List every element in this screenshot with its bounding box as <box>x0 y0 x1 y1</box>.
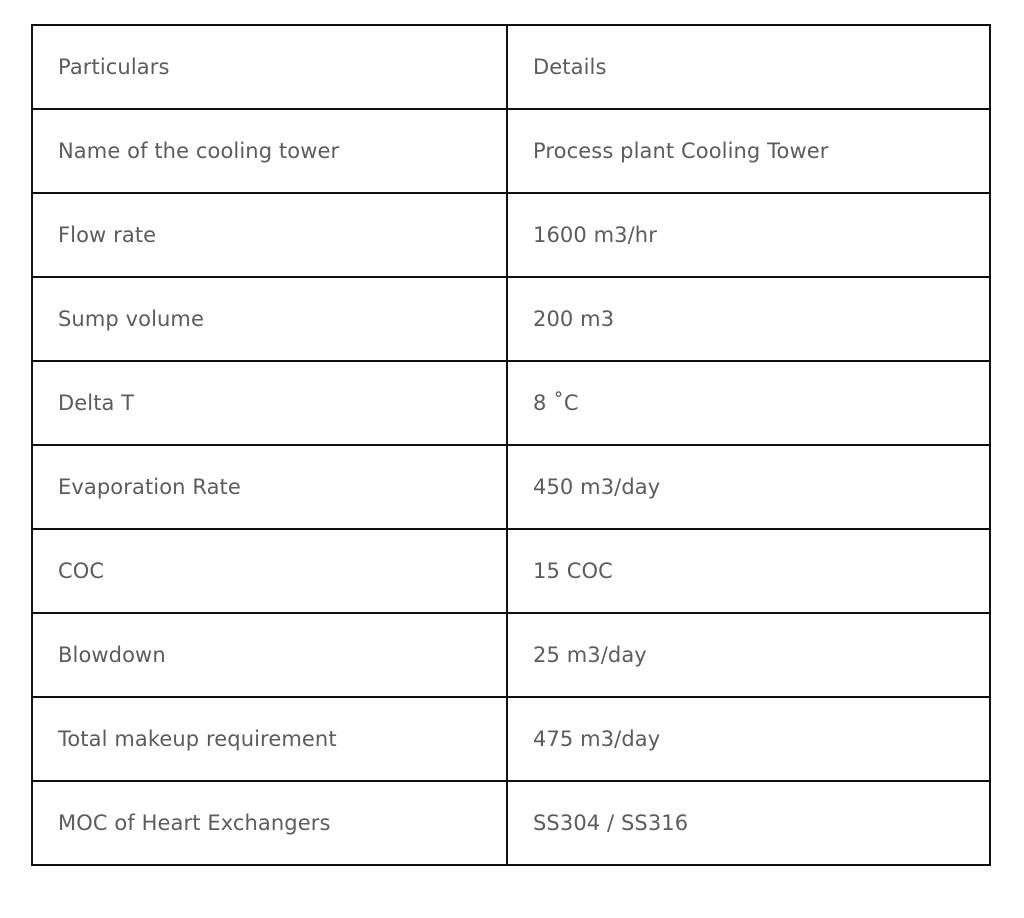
specifications-table <box>31 24 991 866</box>
particular-cell: Name of the cooling tower <box>32 109 507 193</box>
detail-cell: 475 m3/day <box>507 697 990 781</box>
detail-cell: 200 m3 <box>507 277 990 361</box>
table-row <box>32 361 990 445</box>
particular-cell: Flow rate <box>32 193 507 277</box>
table-header-row <box>32 25 990 109</box>
table-row <box>32 109 990 193</box>
particular-cell: MOC of Heart Exchangers <box>32 781 507 865</box>
particular-cell: Total makeup requirement <box>32 697 507 781</box>
detail-cell: 15 COC <box>507 529 990 613</box>
detail-cell: 1600 m3/hr <box>507 193 990 277</box>
table-row <box>32 613 990 697</box>
header-details: Details <box>507 25 990 109</box>
table-row <box>32 529 990 613</box>
table-row <box>32 781 990 865</box>
particular-cell: COC <box>32 529 507 613</box>
detail-cell: 25 m3/day <box>507 613 990 697</box>
particular-cell: Delta T <box>32 361 507 445</box>
detail-cell: SS304 / SS316 <box>507 781 990 865</box>
particular-cell: Blowdown <box>32 613 507 697</box>
table-row <box>32 445 990 529</box>
table-row <box>32 277 990 361</box>
detail-cell: 450 m3/day <box>507 445 990 529</box>
particular-cell: Evaporation Rate <box>32 445 507 529</box>
table-row <box>32 193 990 277</box>
detail-cell: 8 ˚C <box>507 361 990 445</box>
header-particulars: Particulars <box>32 25 507 109</box>
particular-cell: Sump volume <box>32 277 507 361</box>
detail-cell: Process plant Cooling Tower <box>507 109 990 193</box>
table-row <box>32 697 990 781</box>
